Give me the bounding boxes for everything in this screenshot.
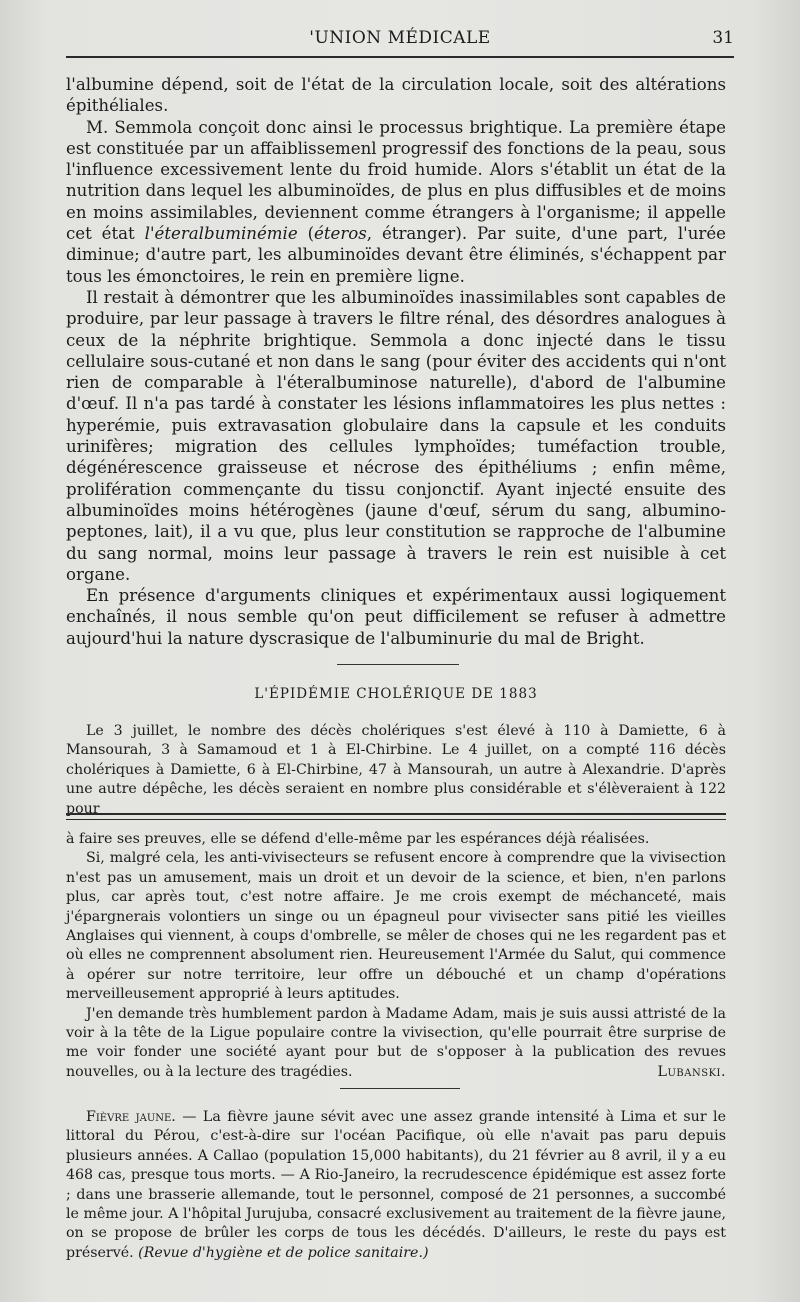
paragraph: Si, malgré cela, les anti-vivisecteurs se refusent encore à comprendre que la vivisection n'est pas un amusement, mais un droit et un devoir de la science, et bien, n'en parlons plus, car après tout, c'est notre affaire. Je me crois exempt de méchanceté, mais j'épargnerais volontiers un singe ou un épagneul pour vivisecter sans pitié les vieilles Anglaises qui viennent, à coups d'ombrelle, se mêler de choses qui ne les regardent pas et où elles ne comprennent absolument rien. Heureusement l'Armée du Salut, qui commence à opérer sur notre territoire, leur offre un débouché et un champ d'opérations merveilleusement approprié à leurs aptitudes.	[66, 850, 726, 1003]
vivisection-feuilleton	[66, 830, 726, 1082]
text-run: , étranger). Par suite, d'une part, l'urée diminue; d'autre part, les albuminoïdes devant être éliminés, s'échappent par tous les émonctoires, le rein en première ligne.	[66, 224, 726, 286]
paragraph: Il restait à démontrer que les albuminoïdes inassimilables sont capables de produire, par leur passage à travers le filtre rénal, des désordres analogues à ceux de la néphrite brightique. Semmola a donc injecté dans le tissu cellulaire sous-cutané et non dans le sang (pour éviter des accidents qui n'ont rien de comparable à l'éteralbuminose naturelle), d'abord de l'albumine d'œuf. Il n'a pas tardé à constater les lésions inflammatoires les plus nettes : hyperémie, puis extravasation globulaire dans la capsule et les conduits urinifères; migration des cellules lymphoïdes; tuméfaction trouble, dégénérescence graisseuse et nécrose des épithéliums ; enfin même, prolifération commençante du tissu conjonctif. Ayant injecté ensuite des albuminoïdes moins hétérogènes (jaune d'œuf, sérum du sang, albumino-peptones, lait), il a vu que, plus leur constitution se rapproche de l'albumine du sang normal, moins leur passage à travers le rein est nuisible à cet organe.	[66, 287, 726, 584]
text-run: J'en demande très humblement pardon à Madame Adam, mais je suis aussi attristé de la voir à la tête de la Ligue populaire contre la vivisection, qu'elle pourrait être surprise de me voir fonder une société ayant pour but de s'opposer à la publication des revues nouvelles, ou à la lecture des tragédies.	[66, 1005, 726, 1080]
page-number: 31	[712, 28, 734, 48]
paragraph	[66, 1005, 726, 1083]
main-article	[66, 74, 726, 649]
paragraph: Le 3 juillet, le nombre des décès cholériques s'est élevé à 110 à Damiette, 6 à Mansourah, 3 à Samamoud et 1 à El-Chirbine. Le 4 juillet, on a compté 116 décès cholériques à Damiette, 6 à El-Chirbine, 47 à Mansourah, un autre à Alexandrie. D'après une autre dépêche, les décès seraient en nombre plus considérable et s'élèveraient à 122 pour	[66, 723, 726, 817]
source-citation: (Revue d'hygiène et de police sanitaire.)	[138, 1244, 429, 1261]
paragraph: l'albumine dépend, soit de l'état de la circulation locale, soit des altérations épithéliales.	[66, 75, 726, 116]
note-lead: Fièvre jaune.	[86, 1109, 176, 1125]
running-title: 'UNION MÉDICALE	[309, 28, 491, 48]
paragraph: à faire ses preuves, elle se défend d'elle-même par les espérances déjà réalisées.	[66, 831, 650, 847]
cholera-article	[66, 722, 726, 819]
double-rule	[66, 813, 726, 820]
page-header	[66, 26, 734, 58]
text-run: M. Semmola conçoit donc ainsi le processus brightique. La première étape est constituée par un affaiblissemenl progressif des fonctions de la peau, sous l'influence excessivement lente du froid humide. Alors s'établit un état de la nutrition dans lequel les albuminoïdes, de plus en plus diffusibles et de moins en moins assimilables, deviennent comme étrangers à l'organisme; il appelle cet état	[66, 117, 726, 244]
section-separator	[337, 664, 459, 665]
author-signature: Lubanski.	[657, 1063, 726, 1080]
emphasis: éteros	[314, 224, 367, 244]
text-run: (	[297, 224, 315, 244]
paragraph: En présence d'arguments cliniques et expérimentaux aussi logiquement enchaînés, il nous semble qu'on peut difficilement se refuser à admettre aujourd'hui la nature dyscrasique de l'albuminurie du mal de Bright.	[66, 586, 726, 648]
paragraph	[66, 117, 726, 287]
section-separator	[340, 1088, 460, 1089]
section-title: L'ÉPIDÉMIE CHOLÉRIQUE DE 1883	[254, 686, 538, 702]
paragraph	[66, 1108, 726, 1263]
text-run: — La fièvre jaune sévit avec une assez grande intensité à Lima et sur le littoral du Pérou, c'est-à-dire sur l'océan Pacifique, où elle n'avait pas paru depuis plusieurs années. A Callao (population 15,000 habitants), du 21 février au 8 avril, il y a eu 468 cas, presque tous morts. — A Rio-Janeiro, la recrudescence épidémique est assez forte ; dans une brasserie allemande, tout le personnel, composé de 21 personnes, a succombé le même jour. A l'hôpital Jurujuba, consacré exclusivement au traitement de la fièvre jaune, on se propose de brûler les corps de tous les décédés. D'ailleurs, le reste du pays est préservé.	[66, 1109, 726, 1261]
emphasis: l'éteralbuminémie	[144, 224, 298, 244]
fievre-jaune-note	[66, 1108, 726, 1263]
